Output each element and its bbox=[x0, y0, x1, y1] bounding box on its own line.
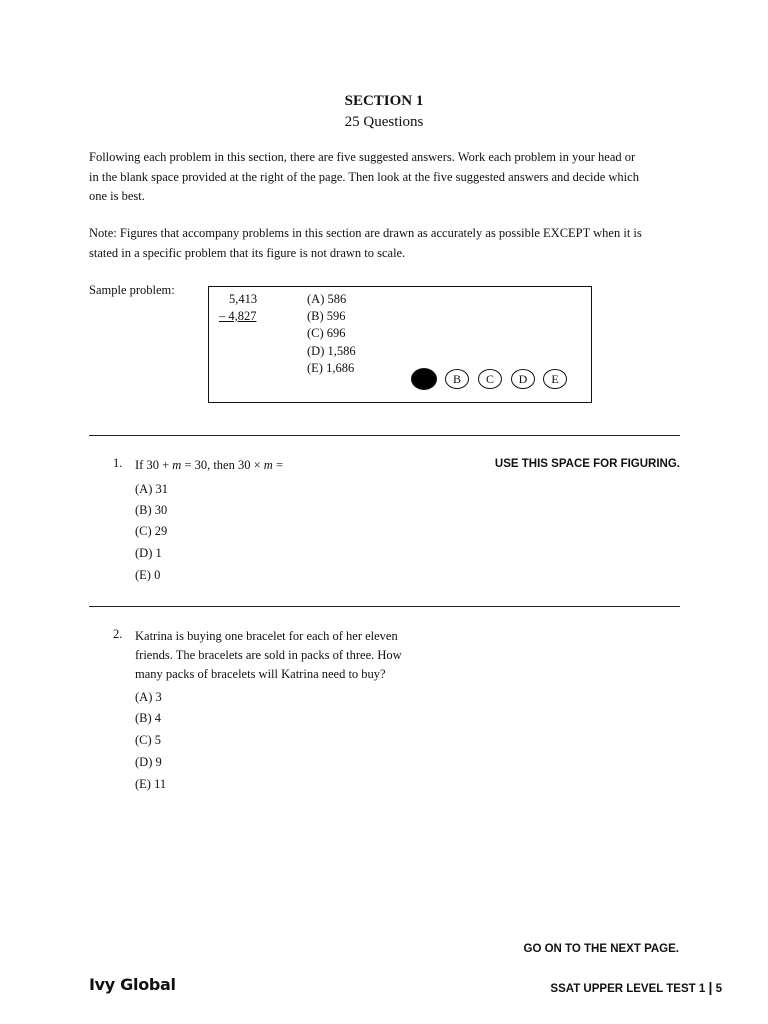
answer-option[interactable]: (E) 11 bbox=[135, 777, 167, 791]
instructions-line: in the blank space provided at the right of the page. Then look at the five suggested answers and decide which bbox=[89, 169, 639, 184]
answer-option[interactable]: (D) 9 bbox=[135, 755, 162, 769]
question-2-number: 2. bbox=[113, 627, 123, 641]
answer-option[interactable]: (E) 0 bbox=[135, 568, 161, 582]
answer-option[interactable]: (C) 5 bbox=[135, 733, 162, 747]
section-title: SECTION 1 bbox=[344, 93, 424, 109]
sample-top-number: 5,413 bbox=[229, 292, 258, 306]
answer-bubble-d: D bbox=[511, 369, 535, 389]
sample-bottom-number: – 4,827 bbox=[219, 309, 257, 323]
note-line: Note: Figures that accompany problems in this section are drawn as accurately as possible EXCEPT when it is bbox=[89, 226, 642, 240]
instructions-paragraph bbox=[89, 148, 689, 207]
question-2-text bbox=[135, 627, 425, 684]
answer-option[interactable]: (C) 29 bbox=[135, 524, 168, 538]
instructions-line: Following each problem in this section, there are five suggested answers. Work each problem in your head or bbox=[89, 150, 636, 164]
divider bbox=[89, 435, 680, 436]
page-footer bbox=[550, 979, 722, 995]
test-name: SSAT UPPER LEVEL TEST 1 bbox=[550, 983, 706, 995]
go-on-notice: GO ON TO THE NEXT PAGE. bbox=[523, 943, 679, 955]
answer-bubble-b: B bbox=[445, 369, 469, 389]
figuring-space-label: USE THIS SPACE FOR FIGURING. bbox=[494, 458, 680, 470]
sample-problem-box bbox=[208, 286, 592, 403]
answer-option[interactable]: (B) 4 bbox=[135, 711, 162, 725]
answer-option[interactable]: (B) 30 bbox=[135, 503, 168, 517]
sample-choice: (B) 596 bbox=[307, 309, 346, 323]
question-text-line: many packs of bracelets will Katrina need to buy? bbox=[135, 667, 386, 681]
note-line: stated in a specific problem that its figure is not drawn to scale. bbox=[89, 245, 406, 260]
variable-m: m bbox=[172, 458, 182, 472]
answer-bubble-e: E bbox=[543, 369, 567, 389]
answer-option[interactable]: (A) 3 bbox=[135, 690, 162, 704]
question-text-part: = bbox=[272, 458, 283, 472]
footer-separator: | bbox=[708, 979, 713, 995]
note-paragraph bbox=[89, 224, 689, 263]
question-count: 25 Questions bbox=[344, 114, 424, 130]
question-1-text bbox=[135, 456, 425, 475]
question-text-line: friends. The bracelets are sold in packs of three. How bbox=[135, 648, 402, 662]
answer-bubble-c: C bbox=[478, 369, 502, 389]
question-1-number: 1. bbox=[113, 456, 123, 470]
brand-logo: Ivy Global bbox=[89, 975, 176, 994]
variable-m: m bbox=[263, 458, 273, 472]
sample-choice: (A) 586 bbox=[307, 292, 347, 306]
page-number: 5 bbox=[715, 983, 722, 995]
divider bbox=[89, 606, 680, 607]
sample-problem-label: Sample problem: bbox=[89, 283, 175, 297]
answer-bubble-a bbox=[411, 368, 437, 390]
question-text-line: Katrina is buying one bracelet for each of her eleven bbox=[135, 629, 398, 643]
sample-choice: (E) 1,686 bbox=[307, 361, 355, 375]
sample-choice: (D) 1,586 bbox=[307, 344, 356, 358]
question-text-part: = 30, then 30 × bbox=[181, 458, 261, 472]
question-text-part: If 30 + bbox=[135, 458, 173, 472]
sample-choice: (C) 696 bbox=[307, 326, 346, 340]
answer-option[interactable]: (D) 1 bbox=[135, 546, 162, 560]
instructions-line: one is best. bbox=[89, 189, 145, 203]
answer-option[interactable]: (A) 31 bbox=[135, 482, 168, 496]
